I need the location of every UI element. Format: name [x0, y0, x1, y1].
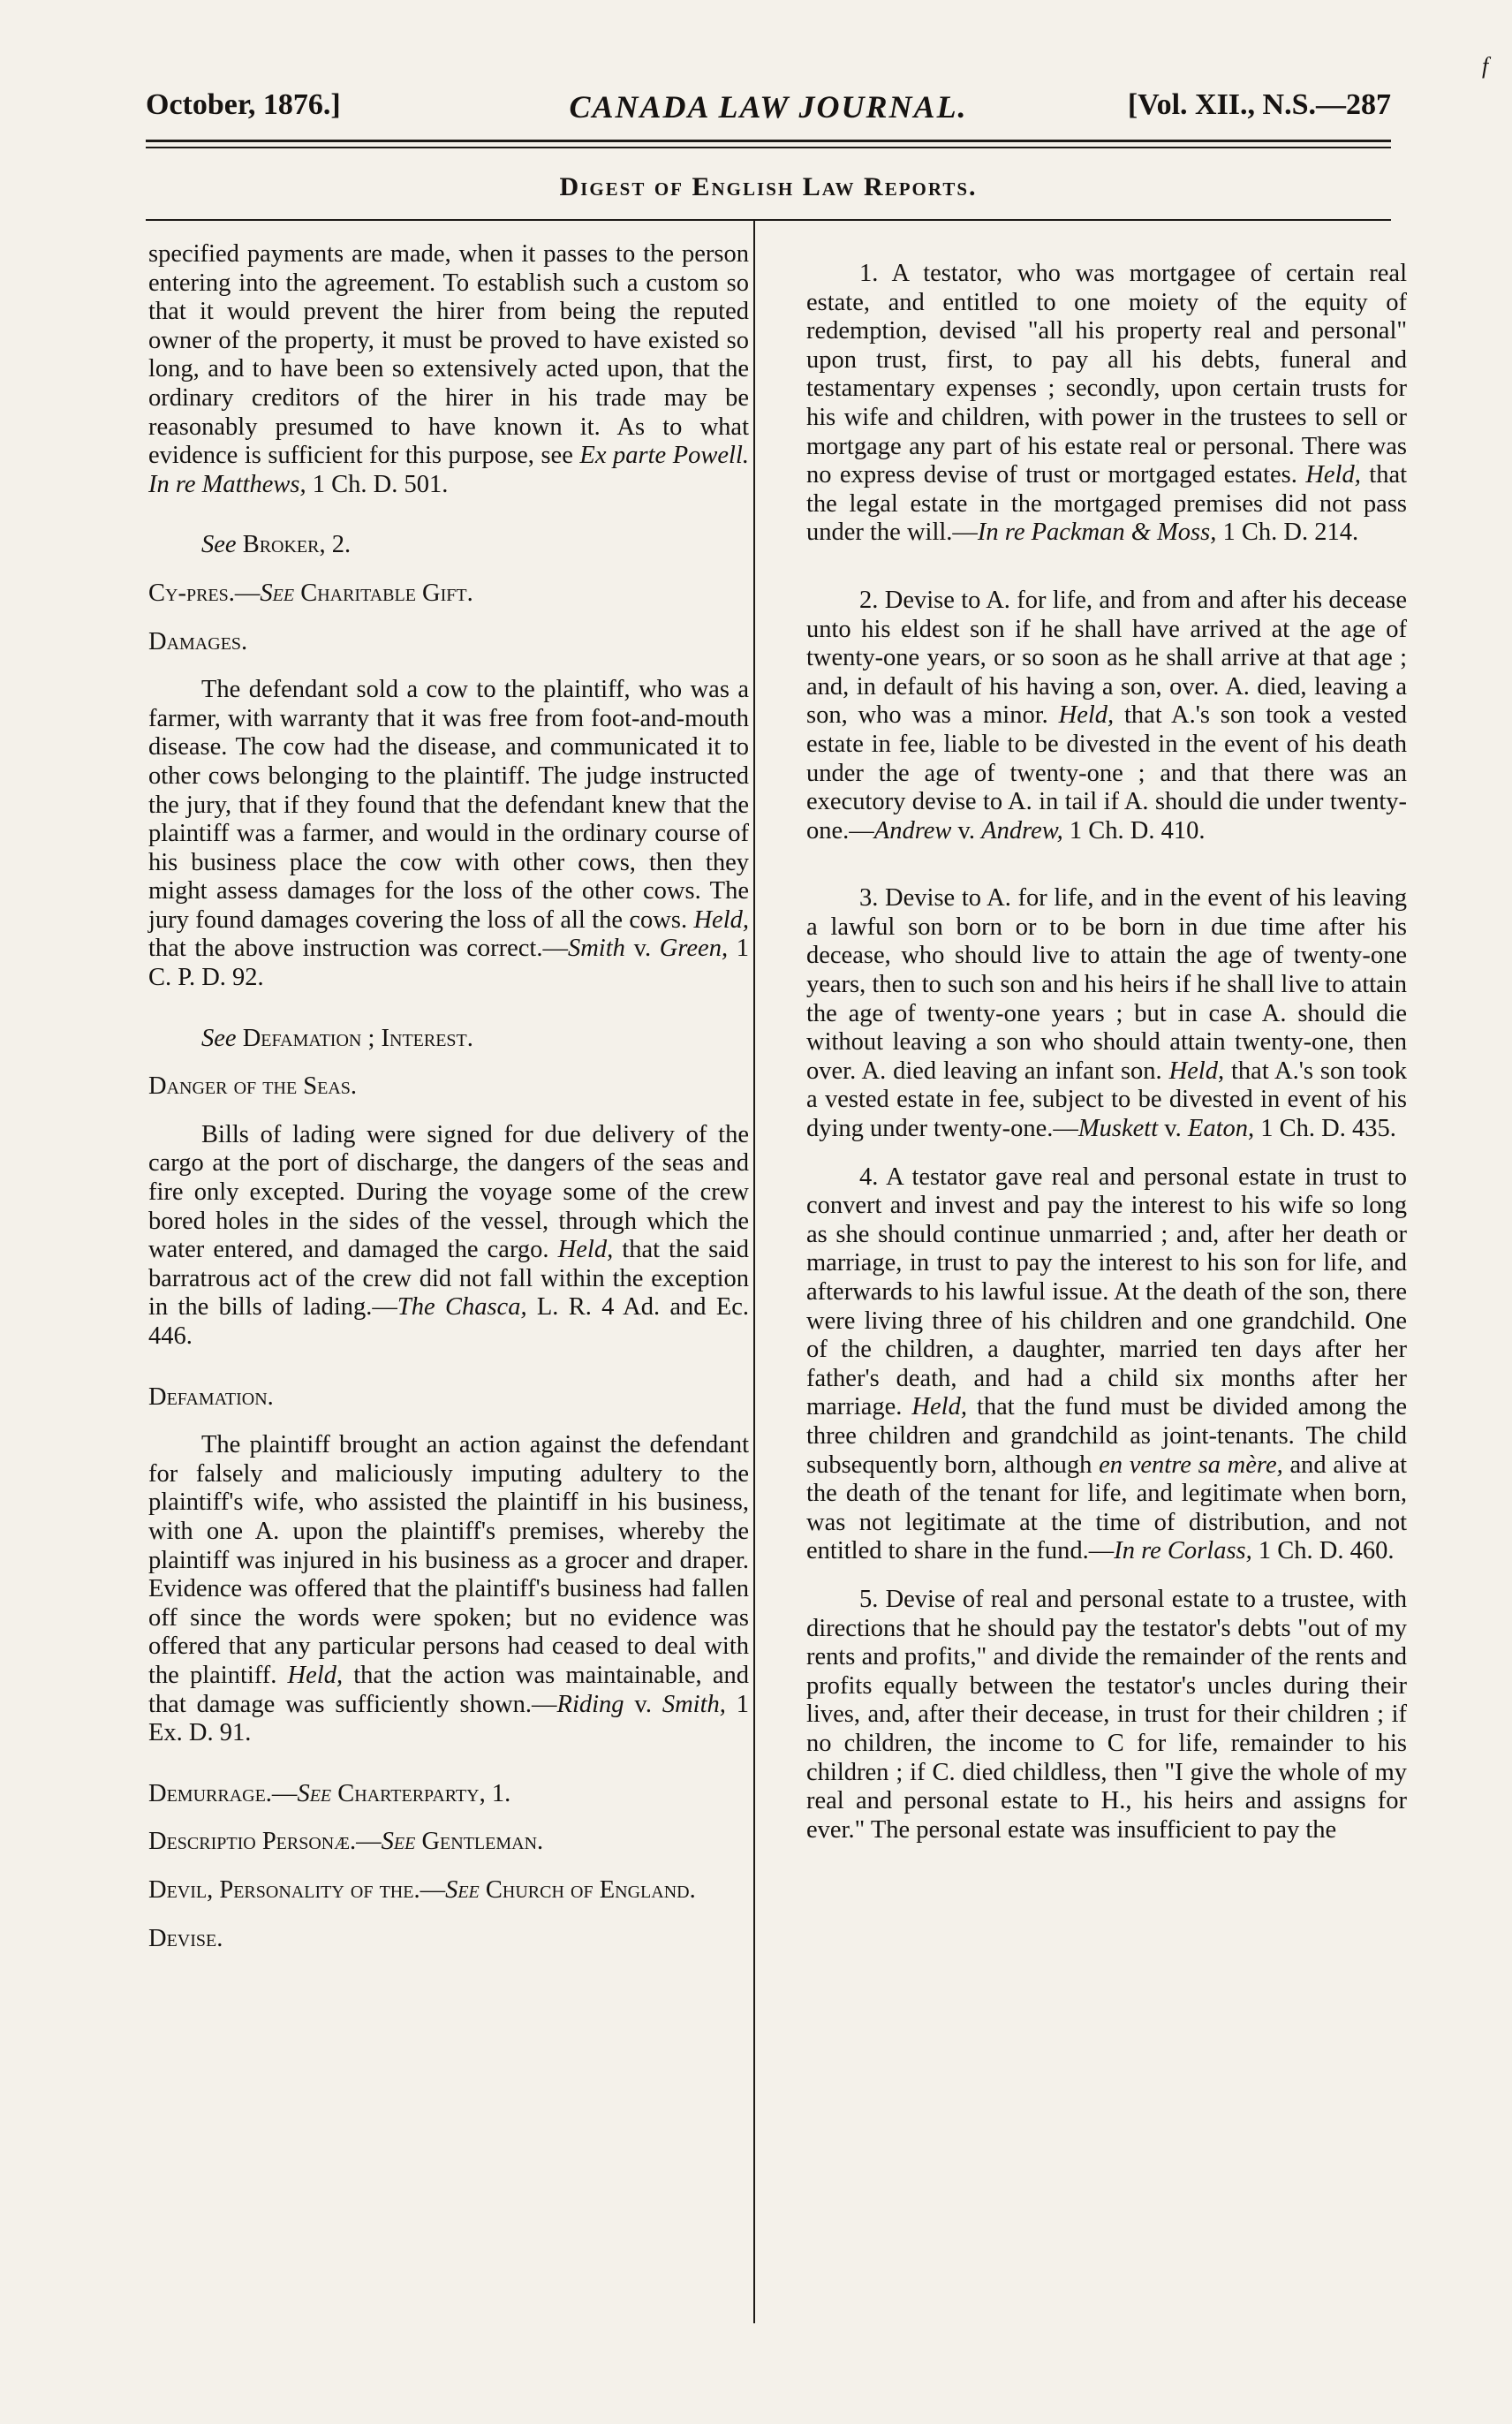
heading-danger-of-the-seas: Danger of the Seas. [148, 1072, 358, 1101]
running-header [146, 88, 1391, 131]
heading-demurrage: Demurrage.—See Charterparty, 1. [148, 1779, 511, 1807]
right-column [806, 240, 1407, 1845]
header-journal-title: CANADA LAW JOURNAL. [569, 89, 968, 125]
heading-devil: Devil, Personality of the.—See Church of England. [148, 1875, 696, 1904]
devise-case-5: 5. Devise of real and personal estate to a trustee, with directions that he should pay the testator's debts "out of my rents and profits," and divide the remainder of the rents and profits equally between the testator's uncles during their lives, and, after their decease, in trust for their children ; if no children, the income to C for life, remainder to his children ; if C. died childless, then "I give the whole of my real and personal estate to H., his heirs and assigns for ever." The personal estate was insufficient to pay the [806, 1585, 1407, 1844]
header-rule-thin [146, 147, 1391, 148]
header-volume: [Vol. XII., N.S.—287 [1127, 88, 1391, 121]
paragraph-defamation: The plaintiff brought an action against the defendant for falsely and maliciously imputing adultery to the plaintiff's wife, who assisted the plaintiff in his business, with one A. upon the plaintiff's premises, whereby the plaintiff was injured in his business as a grocer and draper. Evidence was offered that the plaintiff's business had fallen off since the words were spoken; but no evidence was offered that any particular persons had ceased to deal with the plaintiff. Held, that the action was maintainable, and that damage was sufficiently shown.—Riding v. Smith, 1 Ex. D. 91. [148, 1431, 750, 1747]
heading-damages: Damages. [148, 627, 248, 655]
paragraph-continued: specified payments are made, when it passes to the person entering into the agreement. To establish such a custom so that it would prevent the hirer from being the reputed owner of the property, it must be proved to have existed so long, and to have been so extensively acted upon, that the ordinary creditors of the hirer in his trade may be reasonably presumed to have known it. As to what evidence is sufficient for this purpose, see Ex parte Powell. In re Matthews, 1 Ch. D. 501. [148, 240, 750, 498]
heading-defamation: Defamation. [148, 1382, 274, 1411]
devise-case-3: 3. Devise to A. for life, and in the event of his leaving a lawful son born or to be born in due time after his decease, who should live to attain the age of twenty-one years, then to such son and his heirs if he shall live to attain the age of twenty-one years ; but in case A. should die without leaving a son who should attain twenty-one, then over. A. died leaving an infant son. Held, that A.'s son took a vested estate in fee, subject to be divested in event of his dying under twenty-one.—Muskett v. Eaton, 1 Ch. D. 435. [806, 884, 1408, 1143]
section-title: Digest of English Law Reports. [559, 172, 978, 201]
devise-case-2: 2. Devise to A. for life, and from and after his decease unto his eldest son if he shall have arrived at the age of twenty-one years, or so soon as he shall arrive at that age ; and, in default of his having a son, over. A. died, leaving a son, who was a minor. Held, that A.'s son took a vested estate in fee, liable to be divested in the event of his death under the age of twenty-one ; and that there was an executory devise to A. in tail if A. should die under twenty-one.—Andrew v. Andrew, 1 Ch. D. 410. [806, 586, 1407, 845]
heading-descriptio-personae: Descriptio Personæ.—See Gentleman. [148, 1828, 544, 1856]
see-broker: See Broker, 2. [201, 531, 352, 559]
paragraph-damages: The defendant sold a cow to the plaintiff, who was a farmer, with warranty that it was free from foot-and-mouth disease. The cow had the disease, and communicated it to other cows belonging to the plaintiff. The judge instructed the jury, that if they found that the defendant knew that the plaintiff was a farmer, and would in the ordinary course of his business place the cow with other cows, then they might assess damages for the loss of the other cows. The jury found damages covering the loss of all the cows. Held, that the above instruction was correct.—Smith v. Green, 1 C. P. D. 92. [148, 676, 750, 992]
left-column [148, 240, 749, 1953]
devise-case-4: 4. A testator gave real and personal estate in trust to convert and invest and pay the interest to his wife so long as she should continue unmarried ; and, after her death or marriage, in trust to pay the interest to his son for life, and afterwards to his lawful issue. At the death of the son, there were living three of his children and one grandchild. One of the children, a daughter, married ten days after her father's death, and had a child six months after her marriage. Held, that the fund must be divided among the three children and grandchild as joint-tenants. The child subsequently born, although en ventre sa mère, and alive at the death of the tenant for life, and legitimate when born, was not legitimate at the time of distribution, and not entitled to share in the fund.—In re Corlass, 1 Ch. D. 460. [806, 1163, 1408, 1565]
heading-devise: Devise. [148, 1924, 223, 1952]
heading-cy-pres: Cy-pres.—See Charitable Gift. [148, 579, 473, 607]
column-divider [753, 221, 755, 2323]
paragraph-danger: Bills of lading were signed for due delivery of the cargo at the port of discharge, the dangers of the seas and fire only excepted. During the voyage some of the crew bored holes in the sides of the vessel, through which the water entered, and damaged the cargo. Held, that the said barratrous act of the crew did not fall within the exception in the bills of lading.—The Chasca, L. R. 4 Ad. and Ec. 446. [148, 1120, 750, 1350]
margin-mark: f [1482, 53, 1489, 79]
see-defamation-interest: See Defamation ; Interest. [201, 1024, 473, 1052]
devise-case-1: 1. A testator, who was mortgagee of certain real estate, and entitled to one moiety of the equity of redemption, devised "all his property real and personal" upon trust, first, to pay all his debts, funeral and testamentary expenses ; secondly, upon certain trusts for his wife and children, with power in the trustees to sell or mortgage any part of his estate real or personal. There was no express devise of trust or mortgaged estates. Held, that the legal estate in the mortgaged premises did not pass under the will.—In re Packman & Moss, 1 Ch. D. 214. [806, 260, 1408, 547]
header-date: October, 1876.] [146, 88, 341, 121]
header-rule-thick [146, 140, 1391, 142]
section-rule [146, 219, 1391, 221]
